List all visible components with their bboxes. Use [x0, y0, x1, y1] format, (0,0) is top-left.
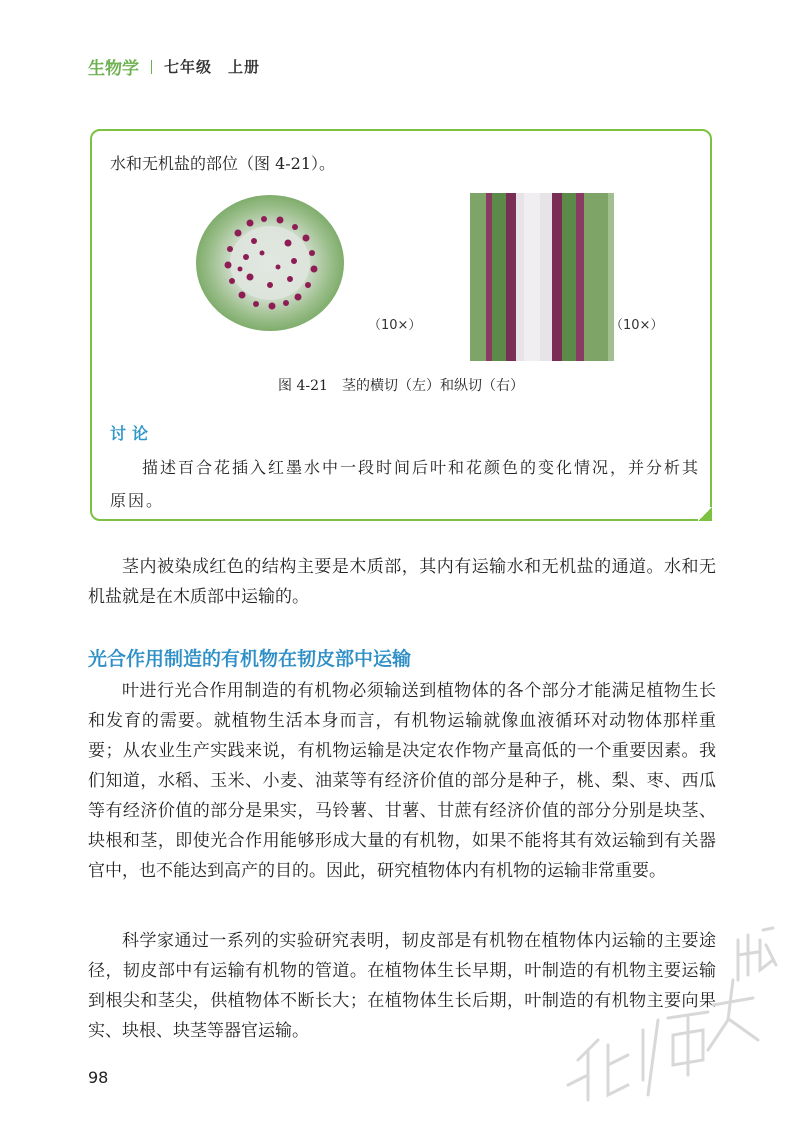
stem-cross-section-image	[194, 193, 346, 333]
longitudinal-section-magnification: （10×）	[610, 318, 664, 333]
body-paragraph-3: 科学家通过一系列的实验研究表明，韧皮部是有机物在植物体内运输的主要途径，韧皮部中有运输有机物的管道。在植物体生长早期，叶制造的有机物主要运输到根尖和茎尖，供植物体不断长大；在植物体生长后期，叶制造的有机物主要向果实、块根、块茎等器官运输。	[88, 931, 716, 1041]
box-intro-text: 水和无机盐的部位（图 4-21）。	[110, 154, 336, 173]
body-paragraph-1: 茎内被染成红色的结构主要是木质部，其内有运输水和无机盐的通道。水和无机盐就是在木质部中运输的。	[88, 557, 716, 607]
stem-longitudinal-section-image	[468, 193, 618, 361]
subject-label: 生物学	[88, 59, 139, 79]
page-number: 98	[88, 1068, 109, 1087]
experiment-box	[90, 129, 712, 521]
page-header	[88, 54, 260, 79]
discussion-title: 讨论	[110, 424, 155, 443]
cross-section-magnification: （10×）	[368, 318, 422, 333]
discussion-text: 描述百合花插入红墨水中一段时间后叶和花颜色的变化情况，并分析其原因。	[110, 458, 701, 510]
box-corner-fold	[698, 507, 712, 521]
body-paragraph-2: 叶进行光合作用制造的有机物必须输送到植物体的各个部分才能满足植物生长和发育的需要。就植物生活本身而言，有机物运输就像血液循环对动物体那样重要；从农业生产实践来说，有机物运输是决定农作物产量高低的一个重要因素。我们知道，水稻、玉米、小麦、油菜等有经济价值的部分是种子，桃、梨、枣、西瓜等有经济价值的部分是果实，马铃薯、甘薯、甘蔗有经济价值的部分分别是块茎、块根和茎，即使光合作用能够形成大量的有机物，如果不能将其有效运输到有关器官中，也不能达到高产的目的。因此，研究植物体内有机物的运输非常重要。	[88, 681, 716, 881]
section-heading: 光合作用制造的有机物在韧皮部中运输	[88, 648, 412, 670]
figure-caption: 图 4-21 茎的横切（左）和纵切（右）	[278, 378, 524, 394]
publisher-watermark	[548, 910, 778, 1110]
header-divider	[151, 60, 152, 74]
grade-label: 七年级 上册	[164, 58, 261, 76]
